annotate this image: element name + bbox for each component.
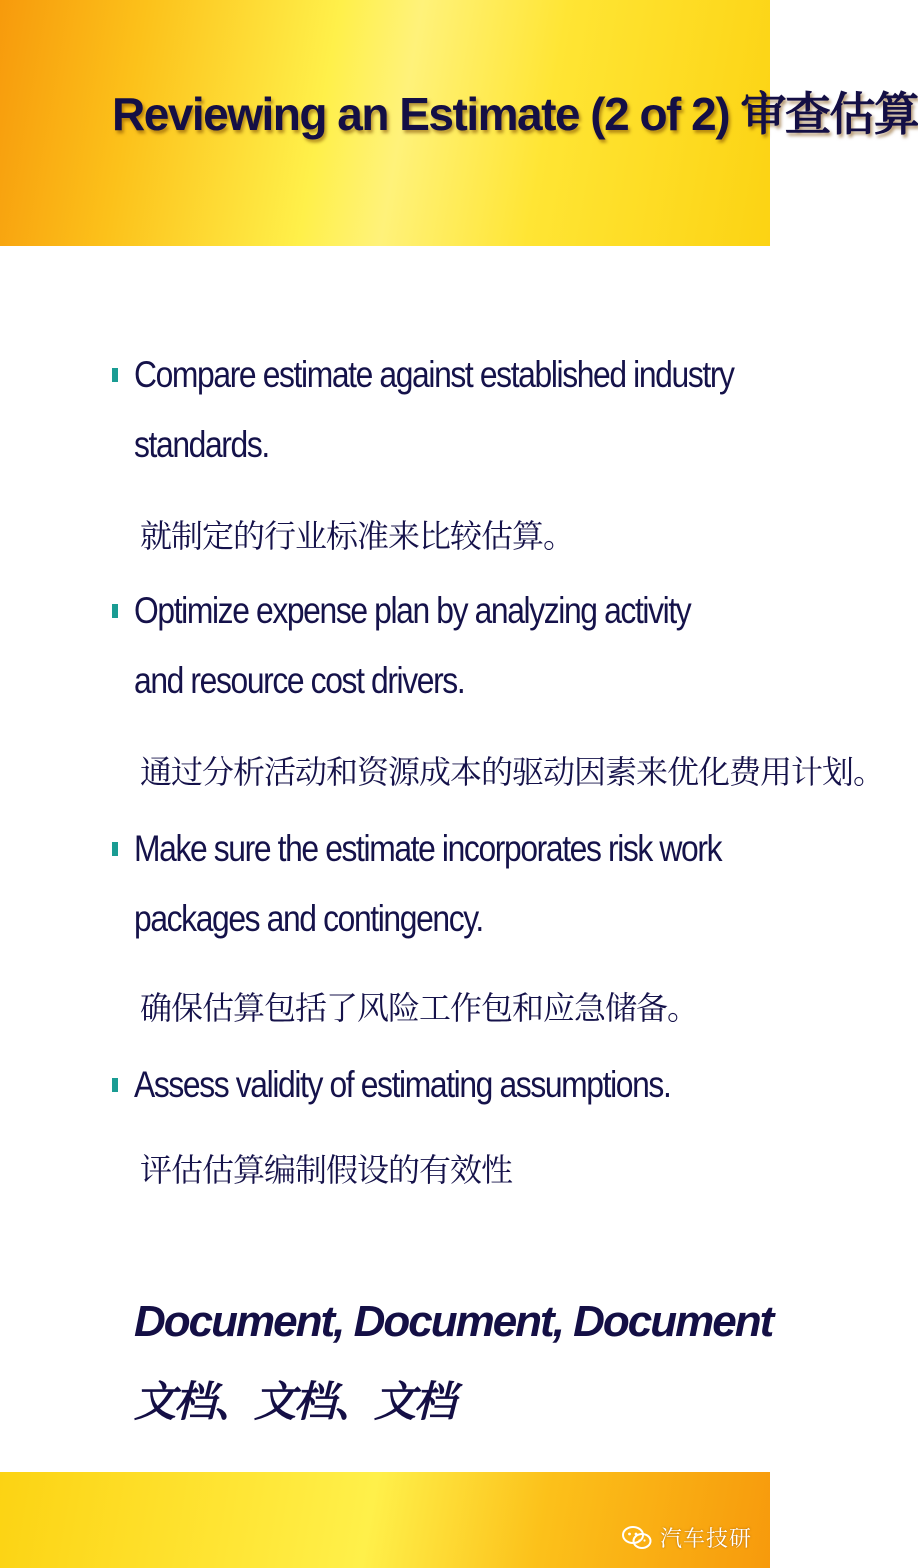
closing-line-en: Document, Document, Document <box>134 1297 773 1346</box>
bullet-marker <box>112 368 118 382</box>
bullet-text-zh: 确保估算包括了风险工作包和应急储备。 <box>140 989 699 1027</box>
bullet-marker <box>112 604 118 618</box>
bullet-text-zh: 通过分析活动和资源成本的驱动因素来优化费用计划。 <box>140 753 885 791</box>
slide-title: Reviewing an Estimate (2 of 2) 审查估算 <box>112 88 918 140</box>
bullet-text-zh: 就制定的行业标准来比较估算。 <box>140 517 575 555</box>
footer-band <box>0 1472 770 1568</box>
bullet-text-en: Make sure the estimate incorporates risk work packages and contingency. <box>134 828 722 939</box>
bullet-text-en: Optimize expense plan by analyzing activity and resource cost drivers. <box>134 590 691 701</box>
bullet-marker <box>112 842 118 856</box>
watermark <box>622 1522 752 1553</box>
bullet-text-zh: 评估估算编制假设的有效性 <box>140 1151 513 1189</box>
wechat-icon <box>622 1525 652 1551</box>
bullet-text-en: Assess validity of estimating assumptions. <box>134 1064 671 1105</box>
closing-line-zh: 文档、文档、文档 <box>134 1377 455 1426</box>
watermark-text: 汽车技研 <box>659 1527 752 1552</box>
bullet-text-en: Compare estimate against established industry standards. <box>134 354 734 465</box>
bullet-marker <box>112 1078 118 1092</box>
